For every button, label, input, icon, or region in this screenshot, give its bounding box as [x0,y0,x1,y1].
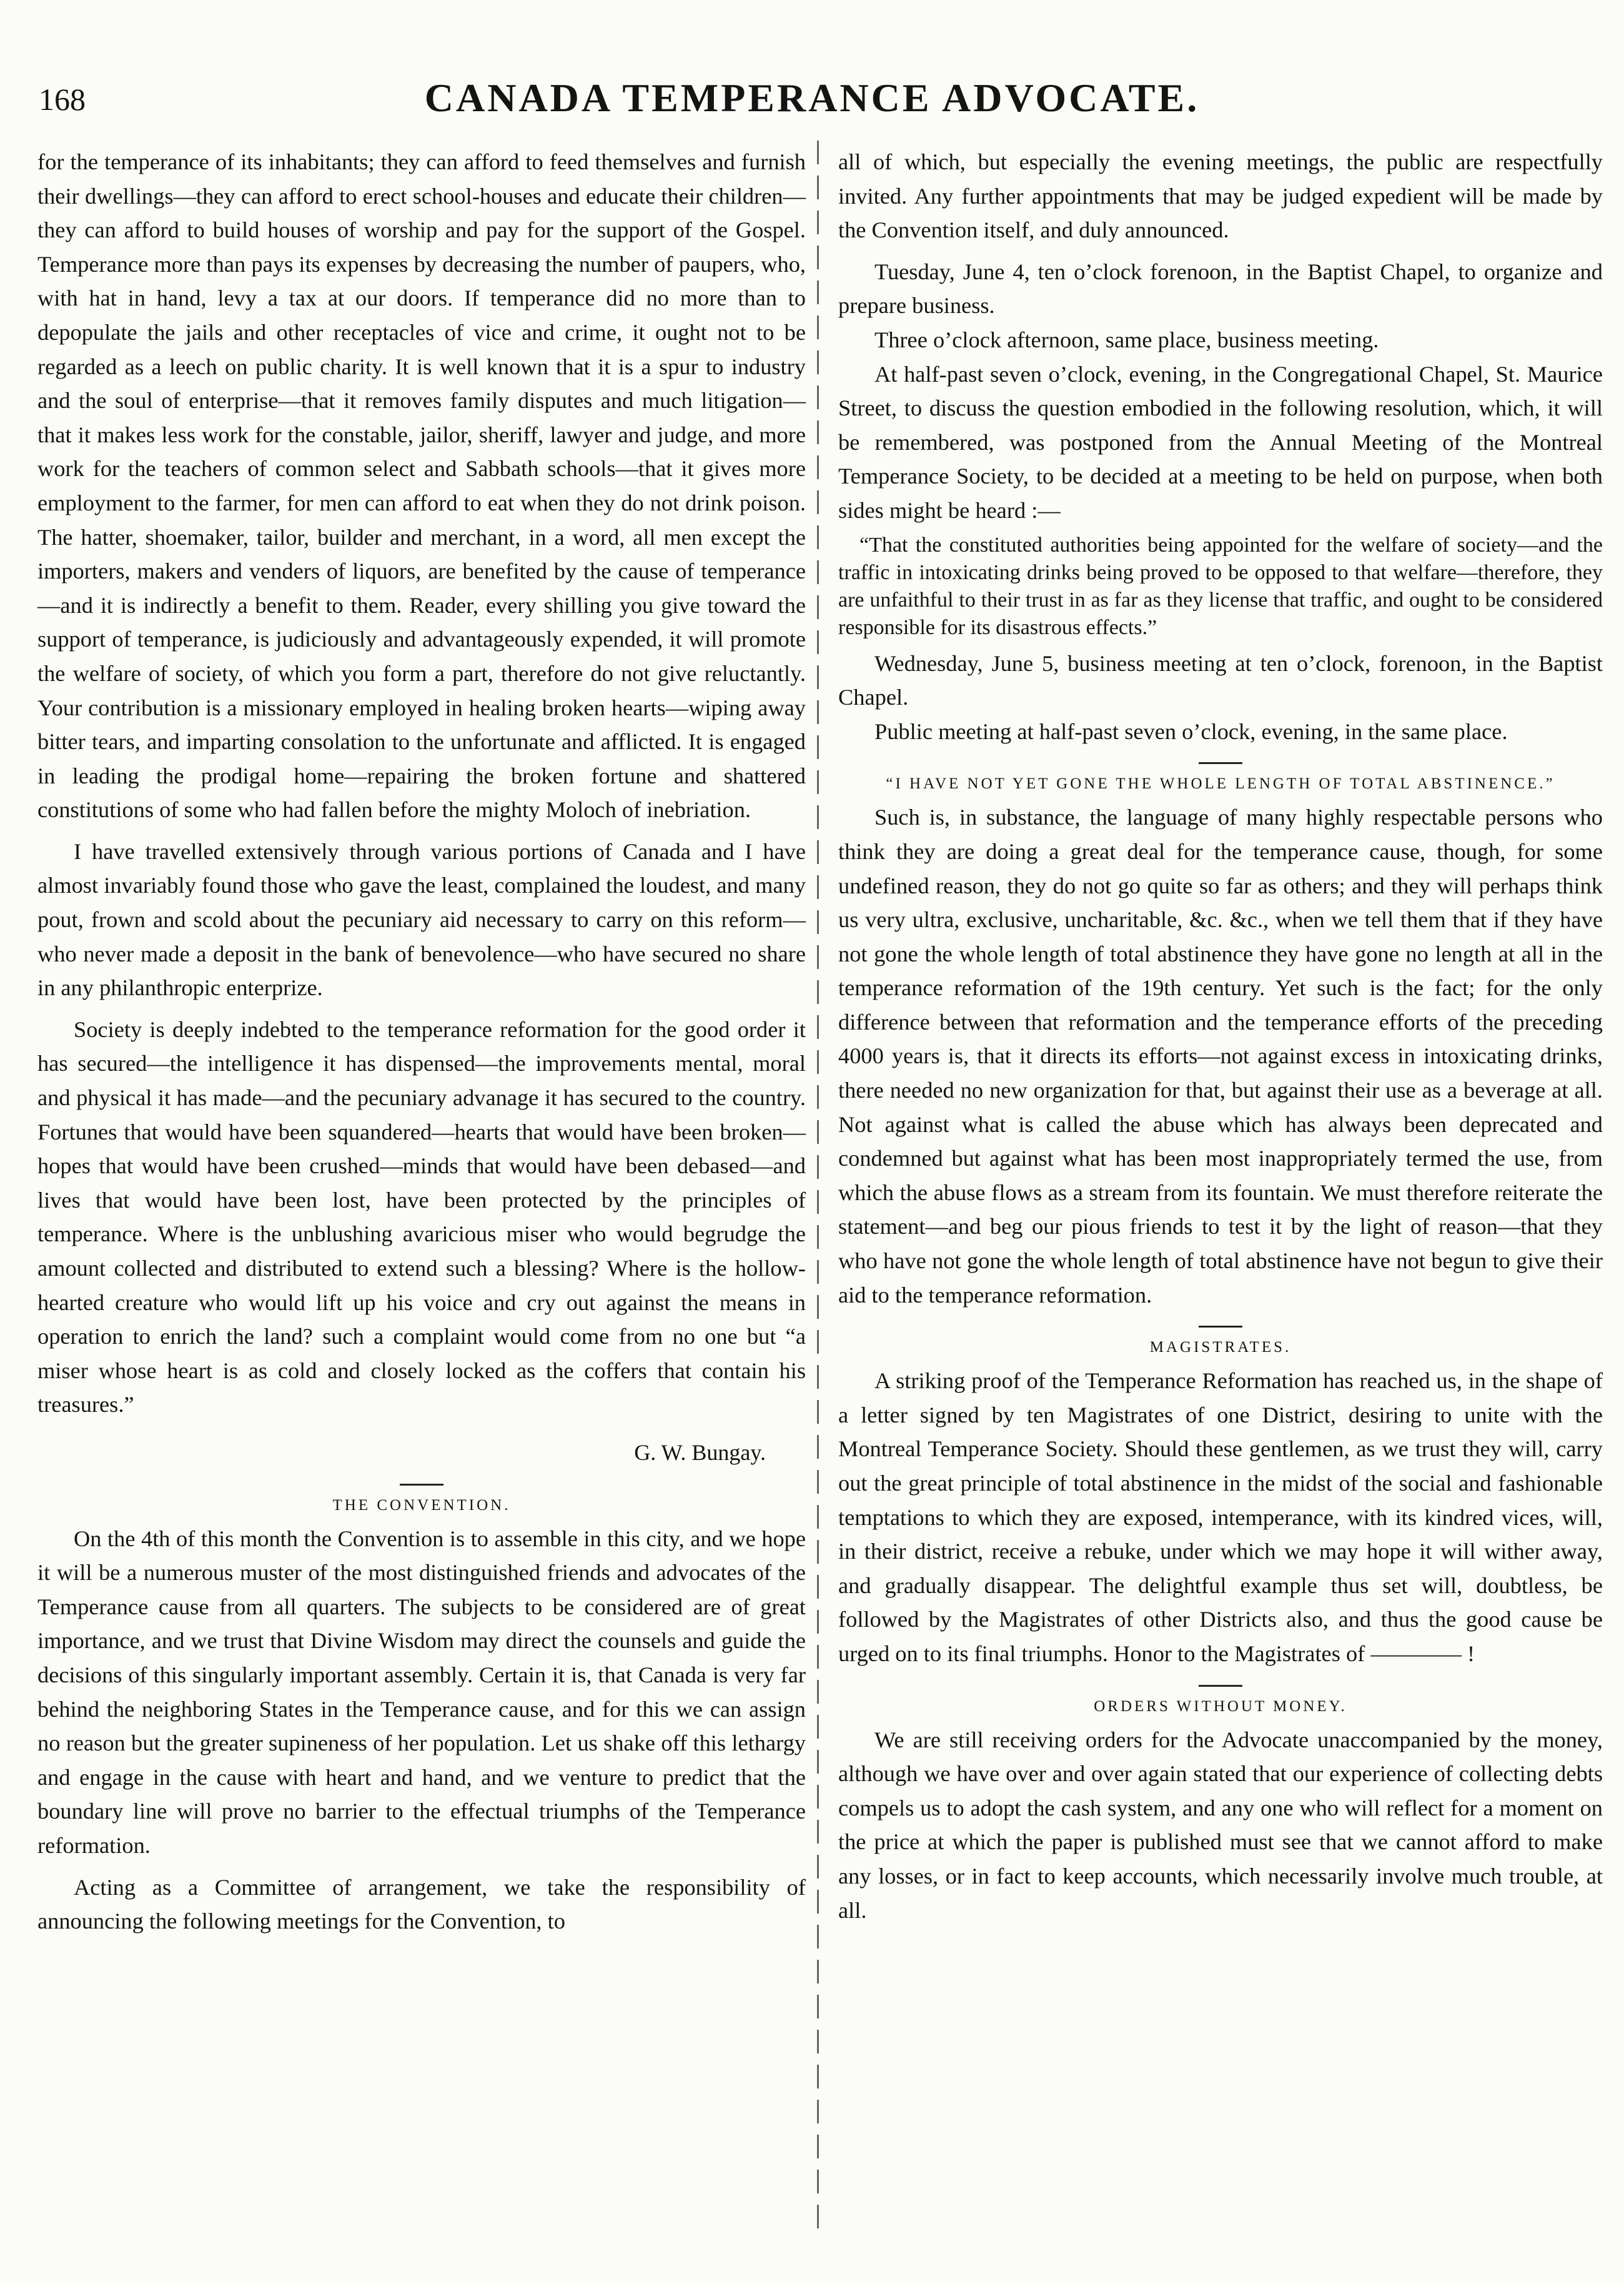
section-rule [1199,1326,1242,1328]
paragraph: all of which, but especially the evening meetings, the public are respectfully invited. Any further appointments that may be judged expedient will be made by the Convention itself, and duly announced. [838,149,1603,243]
paragraph: On the 4th of this month the Convention is to assemble in this city, and we hope it will be a numerous muster of the most distinguished friends and advocates of the Temperance cause from all quarters. The subjects to be considered are of great importance, and we trust that Divine Wisdom may direct the counsels and guide the decisions of this singularly important assembly. Certain it is, that Canada is very far behind the neighboring States in the Temperance cause, and for this we can assign no reason but the greater supineness of her population. Let us shake off this lethargy and engage in the cause with heart and hand, and we venture to predict that the boundary line will prove no barrier to the effectual triumphs of the Temperance reformation. [37,1526,806,1858]
signature: G. W. Bungay. [634,1439,766,1465]
paragraph: I have travelled extensively through various portions of Canada and I have almost invariably found those who gave the least, complained the loudest, and many pout, frown and scold about the pecuniary aid necessary to carry on this reform—who never made a deposit in the bank of benevolence—who have secured no share in any philanthropic enterprize. [37,838,806,1001]
paragraph: for the temperance of its inhabitants; they can afford to feed themselves and furnish their dwellings—they can afford to erect school-houses and educate their children—they can afford to build houses of worship and pay for the support of the Gospel. Temperance more than pays its expenses by decreasing the number of paupers, who, with hat in hand, levy a tax at our doors. If temperance did no more than to depopulate the jails and other receptacles of vice and crime, it ought not to be regarded as a leech on public charity. It is well known that it is a spur to industry and the soul of enterprise—that it removes family disputes and much litigation—that it makes less work for the constable, jailor, sheriff, lawyer and judge, and more work for the teachers of common select and Sabbath schools—that it gives more employment to the farmer, for men can afford to eat when they do not drink poison. The hatter, shoemaker, tailor, builder and merchant, in a word, all men except the importers, makers and venders of liquors, are benefited by the cause of temperance—and it is indirectly a benefit to them. Reader, every shilling you give toward the support of temperance, is judiciously and advantageously expended, it will promote the welfare of society, of which you form a part, therefore do not give reluctantly. Your contribution is a missionary employed in healing broken hearts—wiping away bitter tears, and imparting consolation to the unfortunate and afflicted. It is engaged in leading the prodigal home—repairing the broken fortune and shattered constitutions of some who had fallen before the mighty Moloch of inebriation. [37,149,806,823]
resolution-quote: “That the constituted authorities being appointed for the welfare of society—and the traffic in intoxicating drinks being proved to be opposed to that welfare—therefore, they are unfaithful to their trust in as far as they license that traffic, and ought to be considered responsible for its disastrous effects.” [838,533,1603,639]
paragraph: A striking proof of the Temperance Reformation has reached us, in the shape of a letter signed by ten Magistrates of one District, desiring to unite with the Montreal Temperance Society. Should these gentlemen, as we trust they will, carry out the great principle of total abstinence in the midst of the social and fashionable temptations to which they are exposed, intemperance, with its kindred vices, will, in their district, receive a rebuke, under which we may hope it will wither away, and gradually disappear. The delightful example thus set will, doubtless, be followed by the Magistrates of other Districts also, and thus the good cause be urged on to its final triumphs. Honor to the Magistrates of ———— ! [838,1368,1603,1666]
paragraph: Society is deeply indebted to the temperance reformation for the good order it has secured—the intelligence it has dispensed—the improvements mental, moral and physical it has made—and the pecuniary advanage it has secured to the country. Fortunes that would have been squandered—hearts that would have been broken—hopes that would have been crushed—minds that would have been debased—and lives that would have been lost, have been protected by the principles of temperance. Where is the unblushing avaricious miser who would begrudge the amount collected and distributed to extend such a blessing? Where is the hollow-hearted creature who would lift up his voice and cry out against the means in operation to enrich the land? such a complaint would come from no one but “a miser whose heart is as cold and closely locked as the coffers that contain his treasures.” [37,1016,806,1418]
section-heading-convention: THE CONVENTION. [332,1496,511,1514]
paragraph: Tuesday, June 4, ten o’clock forenoon, in the Baptist Chapel, to organize and prepare business. [838,259,1603,319]
left-column [37,145,806,1939]
section-heading-orders: ORDERS WITHOUT MONEY. [1094,1697,1347,1715]
column-divider [817,141,819,2233]
section-rule [1199,762,1242,764]
right-column [838,145,1603,1927]
paragraph: Such is, in substance, the language of many highly respectable persons who think they are doing a great deal for the temperance cause, though, for some undefined reason, they do not go quite so far as others; and they will perhaps think us very ultra, exclusive, uncharitable, &c. &c., when we tell them that if they have not gone the whole length of total abstinence they have gone no length at all in the temperance reformation of the 19th century. Yet such is the fact; for the only difference between that reformation and the temperance efforts of the preceding 4000 years is, that it directs its efforts—not against excess in intoxicating drinks, there needed no new organization for that, but against their use as a beverage at all. Not against what is called the abuse which has always been deprecated and condemned but against what has been most inappropriately termed the use, from which the abuse flows as a stream from its fountain. We must therefore reiterate the statement—and beg our pious friends to test it by the light of reason—that they who have not gone the whole length of total abstinence have not begun to give their aid to the temperance reformation. [838,805,1603,1308]
section-heading-abstinence: “I HAVE NOT YET GONE THE WHOLE LENGTH OF TOTAL ABSTINENCE.” [886,775,1555,793]
running-title: CANADA TEMPERANCE ADVOCATE. [424,76,1200,120]
paragraph: At half-past seven o’clock, evening, in the Congregational Chapel, St. Maurice Street, to discuss the question embodied in the following resolution, which, it will be remembered, was postponed from the Annual Meeting of the Montreal Temperance Society, to be decided at a meeting to be held on purpose, when both sides might be heard :— [838,361,1603,523]
paragraph: Three o’clock afternoon, same place, business meeting. [874,327,1379,352]
paragraph: Wednesday, June 5, business meeting at ten o’clock, forenoon, in the Baptist Chapel. [838,650,1603,710]
section-rule [400,1484,443,1486]
section-heading-magistrates: MAGISTRATES. [1149,1339,1292,1356]
section-rule [1199,1685,1242,1687]
paragraph: Acting as a Committee of arrangement, we take the responsibility of announcing the following meetings for the Convention, to [37,1874,806,1934]
paragraph: Public meeting at half-past seven o’clock, evening, in the same place. [874,718,1508,744]
paragraph: We are still receiving orders for the Advocate unaccompanied by the money, although we have over and over again stated that our experience of collecting debts compels us to adopt the cash system, and any one who will reflect for a moment on the price at which the paper is published must see that we cannot afford to make any losses, or in fact to keep accounts, which necessarily involve much trouble, at all. [838,1727,1603,1923]
page-number: 168 [39,82,86,117]
